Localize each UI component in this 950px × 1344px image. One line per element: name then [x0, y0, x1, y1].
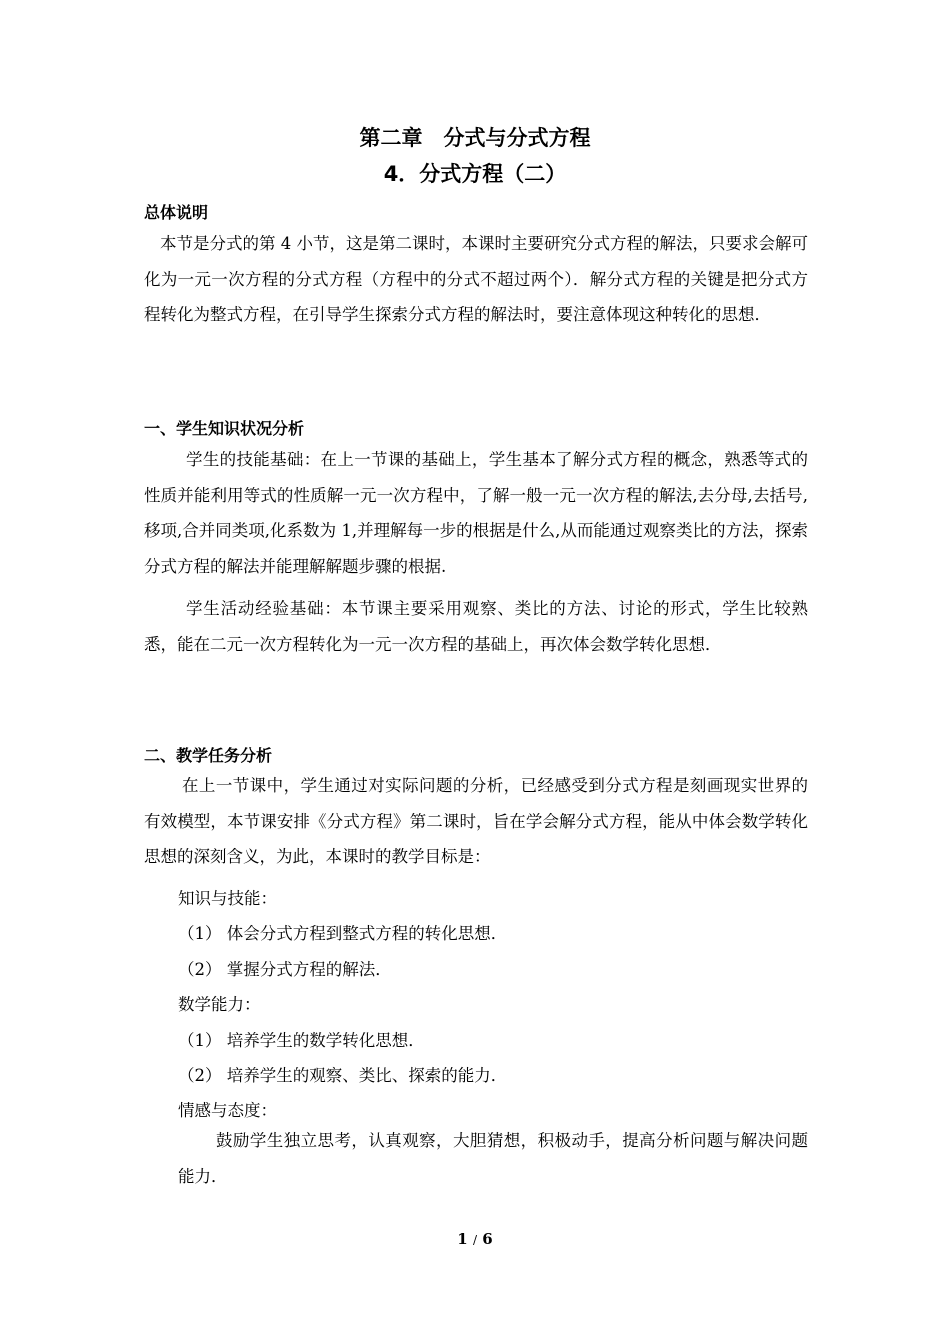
math-ability-item-1: （1） 培养学生的数学转化思想． — [178, 1031, 425, 1050]
emotion-paragraph: 鼓励学生独立思考，认真观察，大胆猜想，积极动手，提高分析问题与解决问题能力． — [178, 1131, 808, 1186]
section-title: 4．分式方程（二） — [383, 162, 567, 186]
section2-heading: 二、教学任务分析 — [144, 746, 273, 765]
page-separator: / — [472, 1233, 478, 1247]
math-ability-label: 数学能力： — [178, 995, 261, 1014]
emotion-label: 情感与态度： — [178, 1101, 277, 1120]
math-ability-item-2: （2） 培养学生的观察、类比、探索的能力． — [178, 1066, 508, 1085]
page-number — [0, 1230, 950, 1248]
section1-heading: 一、学生知识状况分析 — [144, 419, 305, 438]
overview-heading: 总体说明 — [144, 203, 209, 222]
chapter-title: 第二章 分式与分式方程 — [359, 126, 591, 150]
knowledge-item-2: （2） 掌握分式方程的解法． — [178, 960, 392, 979]
knowledge-label: 知识与技能： — [178, 889, 277, 908]
knowledge-item-1: （1） 体会分式方程到整式方程的转化思想． — [178, 924, 508, 943]
total-pages: 6 — [482, 1230, 493, 1248]
section1-experience-paragraph: 学生活动经验基础：本节课主要采用观察、类比的方法、讨论的形式，学生比较熟悉，能在二元一次方程转化为一元一次方程的基础上，再次体会数学转化思想． — [144, 599, 808, 654]
overview-paragraph: 本节是分式的第 4 小节，这是第二课时，本课时主要研究分式方程的解法，只要求会解可化为一元一次方程的分式方程（方程中的分式不超过两个）．解分式方程的关键是把分式方程转化为整式方程，在引导学生探索分式方程的解法时，要注意体现这种转化的思想． — [144, 234, 808, 324]
current-page: 1 — [457, 1230, 468, 1248]
section2-intro-paragraph: 在上一节课中，学生通过对实际问题的分析，已经感受到分式方程是刻画现实世界的有效模型，本节课安排《分式方程》第二课时，旨在学会解分式方程，能从中体会数学转化思想的深刻含义，为此，本课时的教学目标是： — [144, 776, 808, 866]
section1-skills-paragraph: 学生的技能基础：在上一节课的基础上，学生基本了解分式方程的概念，熟悉等式的性质并能利用等式的性质解一元一次方程中，了解一般一元一次方程的解法,去分母,去括号,移项,合并同类项,化系数为 1,并理解每一步的根据是什么,从而能通过观察类比的方法，探索分式方程的解法并能理解解题步骤的根据. — [144, 450, 808, 576]
